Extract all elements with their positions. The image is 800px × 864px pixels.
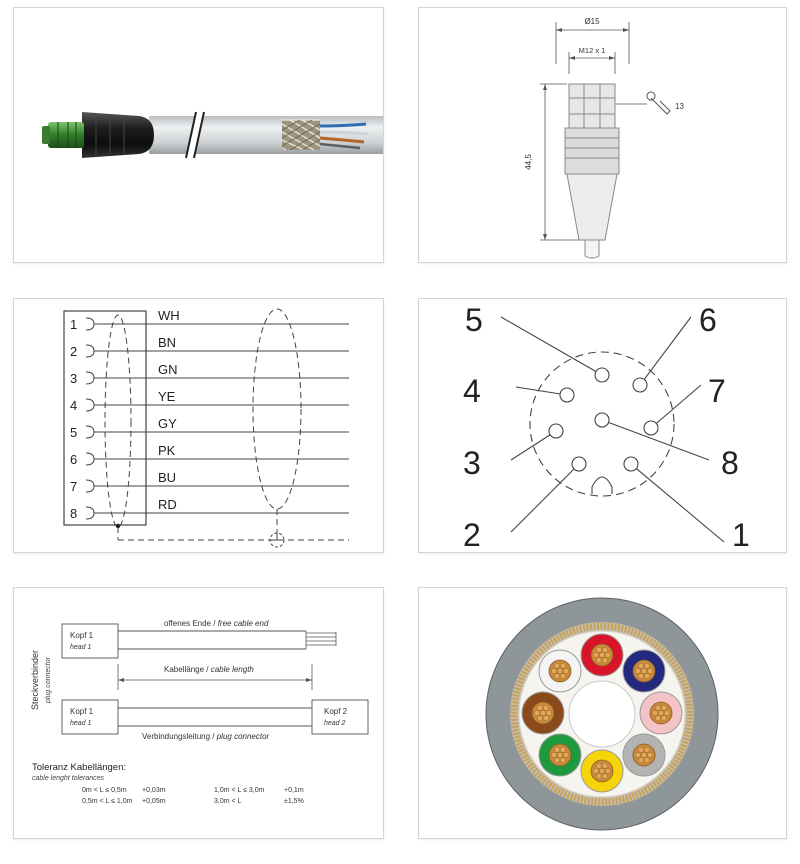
pin-leader-line — [511, 464, 579, 532]
pin-contact — [595, 368, 609, 382]
pin-number: 2 — [70, 344, 78, 359]
wire-row — [70, 335, 349, 359]
pin-leader-line — [511, 431, 556, 460]
pin-number: 7 — [70, 479, 78, 494]
head1-box-top — [62, 624, 118, 658]
tolerance-value: ±1,5% — [284, 798, 304, 805]
wire-color-code: GY — [158, 416, 177, 431]
pin-leader-line — [651, 385, 701, 428]
head1-label-top-en: head 1 — [70, 644, 92, 651]
wire-color-code: YE — [158, 389, 176, 404]
socket-contact — [86, 480, 94, 492]
pin — [644, 373, 726, 435]
head1-label-bottom-en: head 1 — [70, 720, 92, 727]
head2-box — [312, 700, 368, 734]
wire-row — [70, 470, 349, 494]
wire-color-code: GN — [158, 362, 178, 377]
pin-contact — [644, 421, 658, 435]
dimension-drawing-panel — [418, 7, 787, 263]
wire-row — [70, 308, 349, 332]
socket-contact — [86, 318, 94, 330]
coupling-nut — [48, 122, 84, 148]
wire-core — [623, 734, 665, 776]
length-label: 44,5 — [524, 154, 533, 170]
connector-body — [82, 112, 154, 158]
pin-number: 6 — [70, 452, 78, 467]
cable-connector-illustration — [14, 8, 383, 262]
tolerance-value: +0,03m — [142, 787, 166, 794]
filler — [569, 681, 635, 747]
wire-row — [70, 389, 349, 413]
pin-leader-line — [516, 387, 567, 395]
pin-number: 2 — [463, 517, 481, 552]
socket-contact — [86, 426, 94, 438]
pin-number: 7 — [708, 373, 726, 409]
pin-contact — [549, 424, 563, 438]
tolerance-range: 0m < L ≤ 0,5m — [82, 787, 127, 794]
side-label: Steckverbinder — [30, 649, 40, 711]
wire-row — [70, 443, 349, 467]
ground-symbol — [270, 533, 284, 547]
wiring-diagram-panel — [13, 298, 384, 553]
pin-number: 5 — [70, 425, 78, 440]
head2-label-en: head 2 — [324, 720, 346, 727]
wire-row — [70, 416, 349, 440]
wire-core — [522, 692, 564, 734]
socket-contact — [86, 399, 94, 411]
shield-connection — [118, 509, 349, 540]
pin — [463, 457, 586, 552]
wiring-diagram — [14, 299, 383, 552]
cable-length-label: Kabellänge / cable length — [164, 665, 254, 674]
pin-contact — [595, 413, 609, 427]
wire-row — [70, 362, 349, 386]
wire-row — [70, 497, 349, 521]
cable-cross-section — [419, 588, 786, 838]
shield-ellipse-left — [105, 315, 131, 527]
pin-number: 1 — [732, 517, 750, 552]
cable-jacket — [149, 116, 383, 154]
tolerance-subtitle: cable lenght tolerances — [32, 775, 104, 782]
shield-node — [116, 524, 120, 528]
connection-label: Verbindungsleitung / plug connector — [142, 732, 270, 741]
pin-leader-line — [631, 464, 724, 542]
pin-number: 8 — [70, 506, 78, 521]
head1-label-top: Kopf 1 — [70, 631, 94, 640]
pin-number: 8 — [721, 445, 739, 481]
free-cable-end-wires — [306, 631, 336, 649]
wire-color-code: WH — [158, 308, 180, 323]
pin-contact — [560, 388, 574, 402]
pin-leader-line — [501, 317, 602, 375]
pin — [633, 302, 717, 392]
head2-label: Kopf 2 — [324, 707, 348, 716]
product-photo-panel — [13, 7, 384, 263]
tolerance-value: +0,05m — [142, 798, 166, 805]
tolerance-range: 0,5m < L ≤ 1,0m — [82, 798, 133, 805]
tolerance-range: 1,0m < L ≤ 3,0m — [214, 787, 265, 794]
braided-shield — [282, 120, 320, 150]
pin — [463, 373, 574, 409]
pin-number: 3 — [70, 371, 78, 386]
pin — [595, 413, 739, 481]
wire-core — [581, 750, 623, 792]
wire-core — [539, 650, 581, 692]
pin-number: 4 — [463, 373, 481, 409]
wire-core — [539, 734, 581, 776]
pin-number: 1 — [70, 317, 78, 332]
cable-length-panel — [13, 587, 384, 839]
pin-leader-line — [640, 317, 691, 385]
pin-number: 5 — [465, 302, 483, 338]
tolerance-title: Toleranz Kabellängen: — [32, 762, 127, 773]
wire-color-code: PK — [158, 443, 176, 458]
socket-contact — [86, 507, 94, 519]
wire-core — [581, 634, 623, 676]
pin-contact — [624, 457, 638, 471]
wrench-icon — [647, 92, 670, 114]
pin-number: 3 — [463, 445, 481, 481]
wire-core — [623, 650, 665, 692]
wire-core — [640, 692, 682, 734]
wire-color-code: BU — [158, 470, 177, 485]
side-label-en: plug connector — [45, 657, 52, 703]
tolerance-value: +0,1m — [284, 787, 304, 794]
wrench-size-label: 13 — [675, 102, 684, 111]
cable-cross-section-panel — [418, 587, 787, 839]
pin-number: 6 — [699, 302, 717, 338]
thread-label: M12 x 1 — [578, 46, 606, 55]
shield-ellipse-right — [253, 309, 301, 509]
pin-contact — [633, 378, 647, 392]
pin — [465, 302, 609, 382]
head1-label-bottom: Kopf 1 — [70, 707, 94, 716]
coding-key — [592, 477, 612, 494]
pin-number: 4 — [70, 398, 78, 413]
dimension-drawing — [419, 8, 786, 262]
tolerance-range: 3,0m < L — [214, 798, 242, 805]
pin-contact — [572, 457, 586, 471]
diameter-label: Ø15 — [584, 17, 600, 26]
socket-contact — [86, 345, 94, 357]
cable-length-diagram — [14, 588, 383, 838]
socket-contact — [86, 453, 94, 465]
pinout-panel — [418, 298, 787, 553]
open-end-label: offenes Ende / free cable end — [164, 619, 269, 628]
pinout-diagram — [419, 299, 786, 552]
wire-color-code: BN — [158, 335, 177, 350]
wire-color-code: RD — [158, 497, 177, 512]
head1-box-bottom — [62, 700, 118, 734]
socket-contact — [86, 372, 94, 384]
